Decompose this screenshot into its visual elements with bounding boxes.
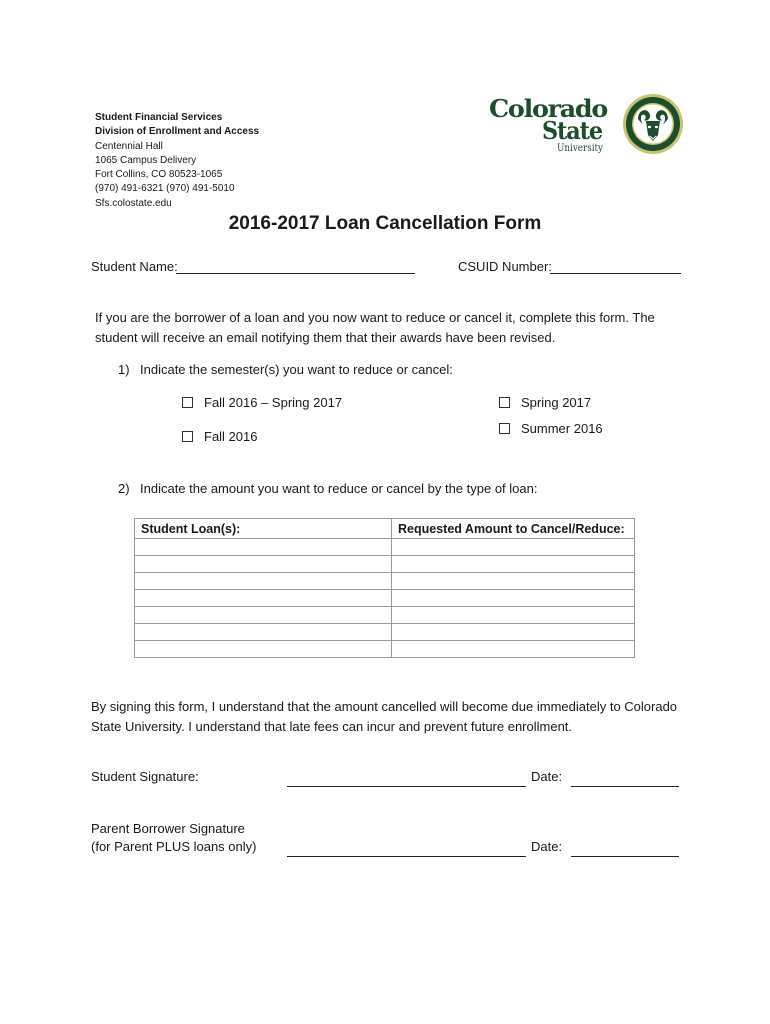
phone-numbers: (970) 491-6321 (970) 491-5010	[95, 183, 235, 195]
table-row	[135, 624, 635, 641]
csu-ram-emblem-icon	[622, 93, 684, 155]
website-url: Sfs.colostate.edu	[95, 197, 172, 209]
campus-delivery: 1065 Campus Delivery	[95, 154, 197, 166]
step2-instruction: Indicate the amount you want to reduce or cancel by the type of loan:	[140, 481, 538, 496]
office-address-block	[95, 111, 259, 211]
checkbox-square-icon[interactable]	[182, 431, 193, 442]
table-row	[135, 590, 635, 607]
student-signature-label: Student Signature:	[91, 769, 199, 784]
step1-number: 1)	[118, 362, 130, 377]
student-name-field[interactable]	[176, 259, 415, 274]
parent-signature-field[interactable]	[287, 855, 526, 857]
table-row	[135, 607, 635, 624]
instructions-paragraph: If you are the borrower of a loan and you now want to reduce or cancel it, complete this form. The student will receive an email notifying them that their awards have been revised.	[95, 310, 655, 345]
checkbox-square-icon[interactable]	[182, 397, 193, 408]
table-header-row	[135, 519, 635, 539]
checkbox-square-icon[interactable]	[499, 423, 510, 434]
amount-cell[interactable]	[392, 539, 635, 556]
form-title: 2016-2017 Loan Cancellation Form	[228, 213, 542, 234]
checkbox-spring2017[interactable]	[499, 395, 591, 410]
table-row	[135, 556, 635, 573]
table-row	[135, 641, 635, 658]
csuid-label: CSUID Number:	[458, 259, 552, 274]
checkbox-label: Summer 2016	[521, 421, 603, 436]
student-date-label: Date:	[531, 769, 563, 784]
student-name-label: Student Name:	[91, 259, 178, 274]
amount-cell[interactable]	[392, 556, 635, 573]
amount-cell[interactable]	[392, 607, 635, 624]
column-header-student-loans: Student Loan(s):	[135, 519, 392, 539]
parent-signature-note: (for Parent PLUS loans only)	[91, 839, 257, 854]
checkbox-summer2016[interactable]	[499, 421, 603, 436]
student-date-field[interactable]	[571, 785, 679, 787]
city-state-zip: Fort Collins, CO 80523-1065	[95, 169, 223, 181]
amount-cell[interactable]	[392, 624, 635, 641]
checkbox-label: Fall 2016 – Spring 2017	[204, 395, 343, 410]
office-name: Student Financial Services	[95, 112, 223, 123]
loan-type-cell[interactable]	[135, 590, 392, 607]
amount-cell[interactable]	[392, 590, 635, 607]
checkbox-square-icon[interactable]	[499, 397, 510, 408]
amount-cell[interactable]	[392, 573, 635, 590]
parent-signature-label: Parent Borrower Signature	[91, 821, 245, 836]
loan-type-cell[interactable]	[135, 573, 392, 590]
loan-type-cell[interactable]	[135, 624, 392, 641]
loan-amount-table	[134, 518, 635, 658]
csuid-field[interactable]	[550, 259, 681, 274]
loan-type-cell[interactable]	[135, 607, 392, 624]
csu-wordmark-logo	[488, 92, 610, 154]
parent-date-field[interactable]	[571, 855, 679, 857]
step1-instruction: Indicate the semester(s) you want to reduce or cancel:	[140, 362, 453, 377]
column-header-requested-amount: Requested Amount to Cancel/Reduce:	[392, 519, 635, 539]
step2-number: 2)	[118, 481, 130, 496]
checkbox-fall2016-spring2017[interactable]	[182, 395, 342, 410]
division-name: Division of Enrollment and Access	[95, 126, 260, 138]
svg-text:State: State	[542, 116, 603, 145]
student-signature-field[interactable]	[287, 785, 526, 787]
agreement-statement: By signing this form, I understand that the amount cancelled will become due immediately to Colorado State University. I understand that late fees can incur and prevent future enrollment.	[91, 699, 678, 734]
checkbox-label: Fall 2016	[204, 429, 258, 444]
loan-type-cell[interactable]	[135, 539, 392, 556]
parent-date-label: Date:	[531, 839, 563, 854]
table-row	[135, 539, 635, 556]
checkbox-label: Spring 2017	[521, 395, 592, 410]
loan-type-cell[interactable]	[135, 641, 392, 658]
svg-text:Colorado: Colorado	[489, 94, 609, 123]
table-row	[135, 573, 635, 590]
loan-type-cell[interactable]	[135, 556, 392, 573]
amount-cell[interactable]	[392, 641, 635, 658]
svg-text:University: University	[557, 143, 604, 154]
building-name: Centennial Hall	[95, 140, 163, 152]
checkbox-fall2016[interactable]	[182, 429, 257, 444]
